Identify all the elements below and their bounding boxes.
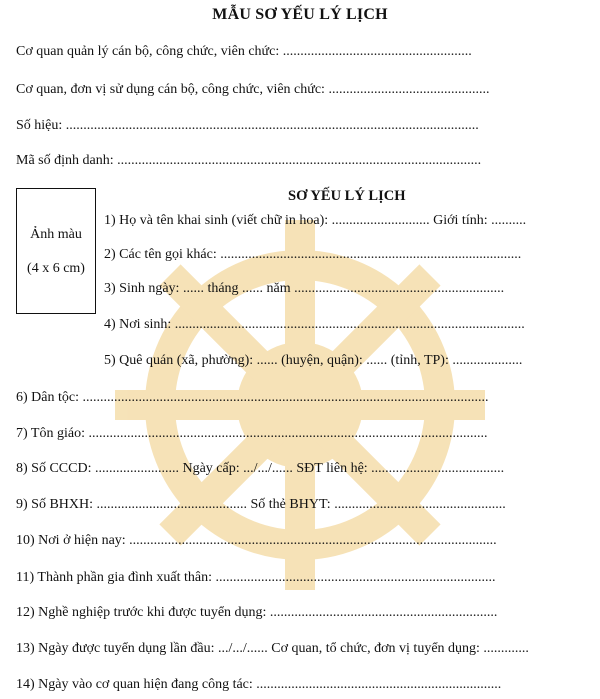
photo-box-size: (4 x 6 cm): [27, 261, 85, 276]
item-hometown: 5) Quê quán (xã, phường): ...... (huyện, quận): ...... (tỉnh, TP): ....................: [104, 353, 523, 368]
item-birth-place: 4) Nơi sinh: ....................................................................................................: [104, 317, 525, 332]
item-full-name: 1) Họ và tên khai sinh (viết chữ in hoa): ............................ Giới tính: ..........: [104, 213, 527, 228]
item-birth-date: 3) Sinh ngày: ...... tháng ...... năm ............................................................: [104, 281, 505, 296]
item-id-card: 8) Số CCCD: ........................ Ngày cấp: .../.../...... SĐT liên hệ: ......................................: [16, 461, 505, 476]
field-serial-number: Số hiệu: ......................................................................................................................: [16, 118, 479, 133]
section-title: SƠ YẾU LÝ LỊCH: [288, 188, 406, 204]
item-religion: 7) Tôn giáo: ..................................................................................................................: [16, 426, 488, 441]
item-social-insurance: 9) Số BHXH: ........................................... Số thẻ BHYT: .................................................: [16, 497, 506, 512]
item-ethnicity: 6) Dân tộc: ....................................................................................................................: [16, 390, 489, 405]
field-managing-agency: Cơ quan quản lý cán bộ, công chức, viên chức: ......................................................: [16, 44, 472, 59]
item-other-names: 2) Các tên gọi khác: ......................................................................................: [104, 247, 522, 262]
item-family-background: 11) Thành phần gia đình xuất thân: ................................................................................: [16, 570, 496, 585]
field-employing-agency: Cơ quan, đơn vị sử dụng cán bộ, công chức, viên chức: ..............................................: [16, 82, 490, 97]
photo-box: [16, 188, 96, 314]
item-current-address: 10) Nơi ở hiện nay: .........................................................................................................: [16, 533, 497, 548]
photo-box-label: Ảnh màu: [30, 227, 82, 242]
field-identification-code: Mã số định danh: ........................................................................................................: [16, 153, 482, 168]
item-previous-occupation: 12) Nghề nghiệp trước khi được tuyển dụng: .................................................................: [16, 605, 498, 620]
document-title: MẪU SƠ YẾU LÝ LỊCH: [212, 6, 388, 23]
item-current-agency-start: 14) Ngày vào cơ quan hiện đang công tác: ......................................................................: [16, 677, 502, 692]
item-first-recruitment: 13) Ngày được tuyển dụng lần đầu: .../.../...... Cơ quan, tổ chức, đơn vị tuyển dụng: .............: [16, 641, 529, 656]
